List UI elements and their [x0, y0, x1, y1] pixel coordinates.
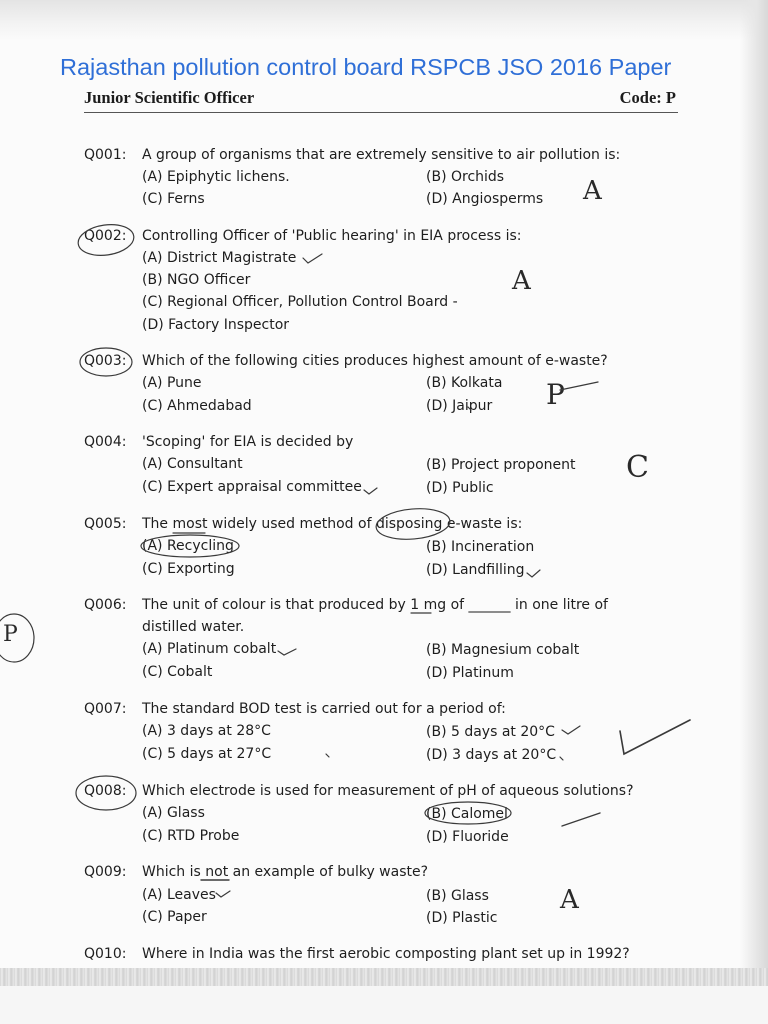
option-d: (D) Public	[426, 480, 494, 496]
question-number: Q001:	[84, 147, 127, 163]
option-b: (B) Project proponent	[426, 457, 576, 473]
option-d: (D) Landfilling	[426, 562, 525, 578]
question-number: Q009:	[84, 864, 127, 880]
option-b: (B) Kolkata	[426, 375, 503, 391]
question-text: Controlling Officer of 'Public hearing' in EIA process is:	[142, 228, 522, 244]
option-b: (B) NGO Officer	[142, 272, 251, 288]
option-c: (C) Ferns	[142, 191, 205, 207]
exam-post-name: Junior Scientific Officer	[84, 88, 255, 107]
question-text: Where in India was the first aerobic composting plant set up in 1992?	[142, 946, 630, 962]
option-a: (A) District Magistrate	[142, 250, 297, 266]
question-text: Which of the following cities produces highest amount of e-waste?	[142, 353, 608, 369]
option-b: (B) Magnesium cobalt	[426, 642, 580, 658]
option-b: (B) Orchids	[426, 169, 505, 185]
option-a: (A) Platinum cobalt	[142, 641, 277, 657]
question-number: Q005:	[84, 516, 127, 532]
handwritten-answer: C	[626, 450, 649, 485]
option-c: (C) Cobalt	[142, 664, 213, 680]
margin-handwritten-mark: P	[3, 622, 18, 647]
question-text: A group of organisms that are extremely sensitive to air pollution is:	[142, 147, 621, 163]
question-text: The unit of colour is that produced by 1 mg of ______ in one litre of	[142, 597, 608, 613]
option-c: (C) Expert appraisal committee	[142, 479, 362, 495]
option-d: (D) Jaipur	[426, 398, 493, 414]
option-d: (D) Plastic	[426, 910, 498, 926]
paper-code: Code: P	[619, 88, 676, 107]
handwritten-answer: A	[583, 176, 602, 206]
question-number: Q008:	[84, 783, 127, 799]
question-text: The standard BOD test is carried out for a period of:	[142, 701, 506, 717]
option-c: (C) RTD Probe	[142, 828, 240, 844]
option-a: (A) Leaves	[142, 887, 216, 903]
question-text-continued: distilled water.	[142, 619, 245, 635]
option-d: (D) Angiosperms	[426, 191, 544, 207]
option-a: (A) Recycling	[142, 538, 234, 554]
option-c: (C) Exporting	[142, 561, 235, 577]
option-d: (D) Factory Inspector	[142, 317, 290, 333]
question-number: Q006:	[84, 597, 127, 613]
question-text: Which electrode is used for measurement of pH of aqueous solutions?	[142, 783, 634, 799]
option-c: (C) 5 days at 27°C	[142, 746, 272, 762]
handwritten-answer: A	[512, 266, 531, 296]
question-number: Q010:	[84, 946, 127, 962]
scan-shadow-top	[0, 0, 768, 40]
option-a: (A) Pune	[142, 375, 202, 391]
question-number: Q002:	[84, 228, 127, 244]
scan-margin-bottom	[0, 986, 768, 1024]
paper-subheader	[84, 88, 678, 113]
question-text: 'Scoping' for EIA is decided by	[142, 434, 354, 450]
handwritten-answer: P	[546, 378, 565, 411]
option-a: (A) Consultant	[142, 456, 243, 472]
option-d: (D) Platinum	[426, 665, 514, 681]
question-text: The most widely used method of disposing e-waste is:	[142, 516, 523, 532]
option-a: (A) 3 days at 28°C	[142, 723, 271, 739]
option-b: (B) Incineration	[426, 539, 535, 555]
scan-shadow-right	[740, 0, 768, 1024]
page-title: Rajasthan pollution control board RSPCB JSO 2016 Paper	[60, 54, 672, 80]
option-b: (B) Glass	[426, 888, 489, 904]
option-c: (C) Paper	[142, 909, 207, 925]
option-b: (B) 5 days at 20°C	[426, 724, 555, 740]
option-d: (D) 3 days at 20°C	[426, 747, 557, 763]
option-d: (D) Fluoride	[426, 829, 509, 845]
option-c: (C) Regional Officer, Pollution Control Board -	[142, 294, 458, 310]
question-text: Which is not an example of bulky waste?	[142, 864, 429, 880]
option-b: (B) Calomel	[426, 806, 508, 822]
option-a: (A) Epiphytic lichens.	[142, 169, 290, 185]
option-c: (C) Ahmedabad	[142, 398, 252, 414]
option-a: (A) Glass	[142, 805, 205, 821]
question-number: Q004:	[84, 434, 127, 450]
question-number: Q003:	[84, 353, 127, 369]
handwritten-answer: A	[560, 885, 579, 915]
question-number: Q007:	[84, 701, 127, 717]
